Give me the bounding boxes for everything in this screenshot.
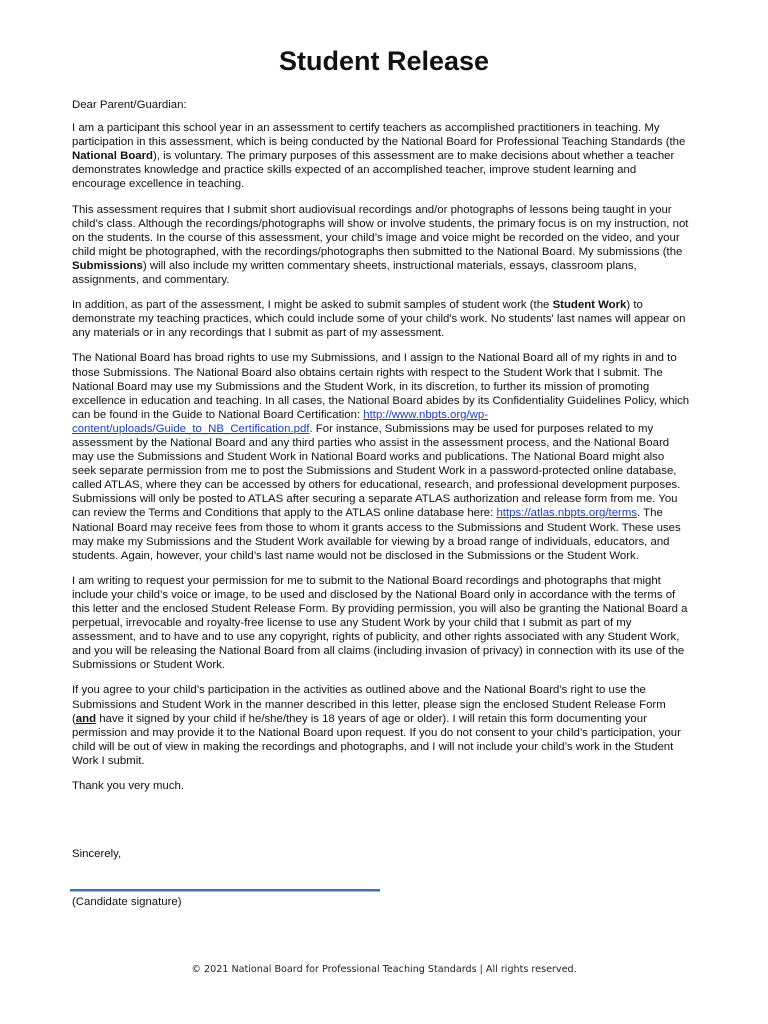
p6-text-a: If you agree to your child’s participation in the activities as outlined above and the National Board’s right to use the Submissions and Student Work in the manner described in this letter, please sign the enclosed Student Release Form ( [72,684,666,725]
p4-text-b: . For instance, Submissions may be used for purposes related to my assessment by the National Board and any third parties who assist in the assessment process, and the National Board may use the Submissions and Student Work in National Board works and publications. The National Board might also seek separate permission from me to post the Submissions and Student Work in a password-protected online database, called ATLAS, where they can be accessed by others for educational, research, and professional development purposes. Submissions will only be posted to ATLAS after securing a separate ATLAS authorization and release form from me. You can review the Terms and Conditions that apply to the ATLAS online database here: [72,422,681,520]
p4-text-c: . The National Board may receive fees from those to whom it grants access to the Submissions and Student Work. These uses may make my Submissions and the Student Work available for viewing by a broad range of individuals, educators, and students. Again, however, your child’s last name would not be disclosed in the Submissions or the Student Work. [72,507,681,562]
p6-emphasis-and: and [75,712,97,725]
paragraph-permission: I am writing to request your permission for me to submit to the National Board recordings and photographs that might include your child’s voice or image, to be used and disclosed by the National Board only in accordance with the terms of this letter and the enclosed Student Release Form. By providing permission, you will also be granting the National Board a perpetual, irrevocable and royalty-free license to use any Student Work by your child that I submit as part of my assessment, and to have and to use any copyright, rights of publicity, and other rights associated with any Student Work, and you will be releasing the National Board from all claims (including invasion of privacy) in connection with its use of the Submissions or Student Work. [72,574,688,672]
thanks-line: Thank you very much. [72,780,185,793]
paragraph-participation [72,121,690,191]
closing: Sincerely, [72,848,122,860]
paragraph-student-work [72,298,690,340]
p3-text-c: ) to demonstrate my teaching practices, which could include some of your child's work. No students' last names will appear on any materials or in any recordings that I submit as part of my assessment. [72,299,686,340]
guide-link[interactable]: http://www.nbpts.org/wp-content/uploads/Guide_to_NB_Certification.pdf [72,408,488,435]
p2-term-submissions: Submissions [72,259,143,272]
p2-text-c: ) will also include my written commentary sheets, instructional materials, essays, classroom plans, assignments, and commentary. [72,259,637,287]
atlas-terms-link[interactable]: https://atlas.nbpts.org/terms [496,507,638,520]
signature-label: (Candidate signature) [72,896,182,908]
signature-line[interactable] [70,889,380,891]
p6-text-c: have it signed by your child if he/she/they is 18 years of age or older). I will retain this form documenting your permission and may provide it to the National Board upon request. If you do not consent to your child’s participation, your child will be out of view in making the recordings and photographs, and I will not include your child’s work in the Student Work I submit. [72,712,681,767]
paragraph-rights [72,351,690,562]
paragraph-recordings [72,203,690,288]
p3-term-student-work: Student Work [552,299,627,312]
p4-text-a: The National Board has broad rights to use my Submissions, and I assign to the National Board all of my rights in and to those Submissions. The National Board also obtains certain rights with respect to the Student Work that I submit. The National Board may use my Submissions and the Student Work, in its discretion, to further its mission of promoting excellence in education and teaching. In all cases, the National Board abides by its Confidentiality Guidelines Policy, which can be found in the Guide to National Board Certification: [72,352,690,421]
page-title: Student Release [278,46,490,76]
copyright-footer: © 2021 National Board for Professional Teaching Standards | All rights reserved. [191,964,577,975]
p1-text-a: I am a participant this school year in an assessment to certify teachers as accomplished practitioners in teaching. My participation in this assessment, which is being conducted by the National Board for Professional Teaching Standards (the [72,122,686,149]
p1-term-national-board: National Board [72,150,154,163]
p2-text-a: This assessment requires that I submit short audiovisual recordings and/or photographs of lessons being taught in your child’s class. Although the recordings/photographs will show or involve students, the primary focus is on my instruction, not on the students. In the course of this assessment, your child’s image and voice might be recorded on the video, and your child might be photographed, with the recordings/photographs then submitted to the National Board. My submissions (the [72,203,689,258]
p1-text-c: ), is voluntary. The primary purposes of this assessment are to make decisions about whether a teacher demonstrates knowledge and practice skills expected of an accomplished teacher, improve student learning and encourage excellence in teaching. [72,150,675,191]
paragraph-consent [72,683,690,768]
letter-body [72,98,690,804]
greeting: Dear Parent/Guardian: [72,99,187,111]
p3-text-a: In addition, as part of the assessment, I might be asked to submit samples of student work (the [72,299,553,312]
